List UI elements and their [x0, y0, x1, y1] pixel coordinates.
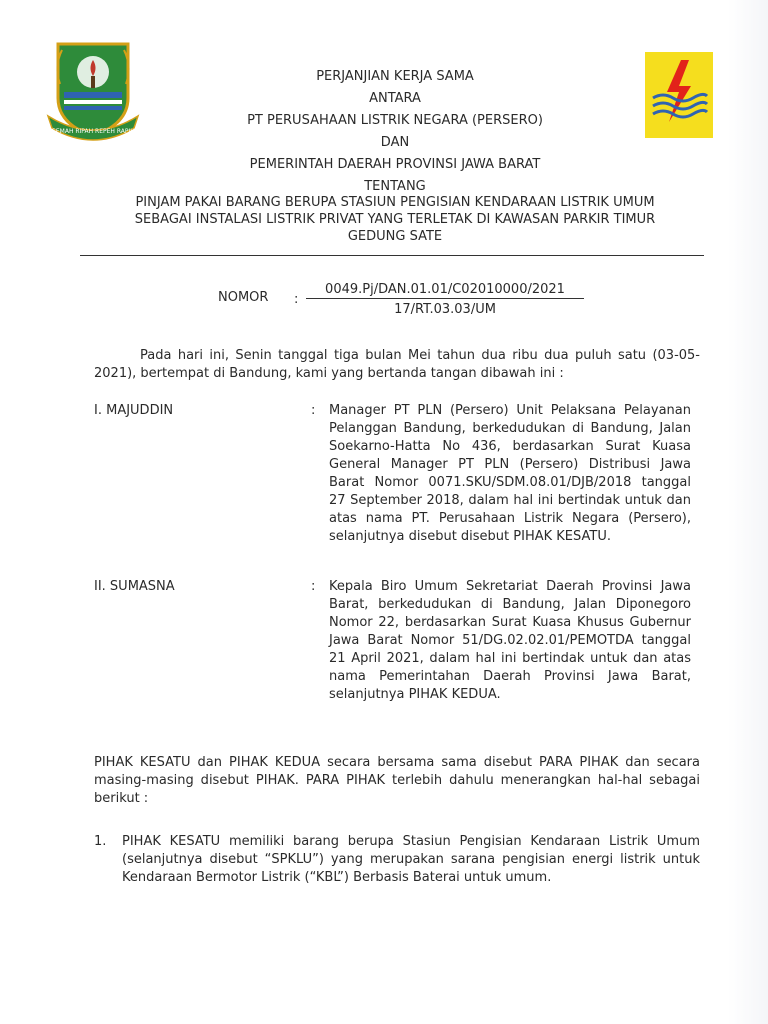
statement-paragraph: PIHAK KESATU dan PIHAK KEDUA secara bersama sama disebut PARA PIHAK dan secara masing-masing disebut PIHAK. PARA PIHAK terlebih dahulu menerangkan hal-hal sebagai berikut : [94, 755, 700, 806]
party-2-description: Kepala Biro Umum Sekretariat Daerah Provinsi Jawa Barat, berkedudukan di Bandung, Jalan Diponegoro Nomor 22, berdasarkan Surat Kuasa Khusus Gubernur Jawa Barat Nomor 51/DG.02.02.01/PEMOTDA tanggal 21 April 2021, dalam hal ini bertindak untuk dan atas nama Pemerintahan Daerah Provinsi Jawa Barat, selanjutnya PIHAK KEDUA. [329, 579, 691, 702]
header-line: ANTARA [369, 91, 421, 106]
subject-line: PINJAM PAKAI BARANG BERUPA STASIUN PENGISIAN KENDARAAN LISTRIK UMUM [135, 195, 655, 210]
header-line: PT PERUSAHAAN LISTRIK NEGARA (PERSERO) [247, 113, 543, 128]
nomor-label: NOMOR [218, 290, 269, 305]
header-line: PEMERINTAH DAERAH PROVINSI JAWA BARAT [249, 157, 541, 172]
document-header [100, 66, 690, 198]
nomor-pln-number: 0049.Pj/DAN.01.01/C02010000/2021 [306, 282, 584, 299]
nomor-pemda-number: 17/RT.03.03/UM [394, 302, 496, 317]
list-item-number: 1. [94, 834, 107, 849]
header-line: DAN [380, 135, 410, 150]
party-2-colon: : [311, 579, 316, 594]
page-edge-shadow [728, 0, 768, 1024]
opening-paragraph: Pada hari ini, Senin tanggal tiga bulan Mei tahun dua ribu dua puluh satu (03-05-2021), bertempat di Bandung, kami yang bertanda tangan dibawah ini : [94, 348, 700, 381]
header-line: TENTANG [364, 179, 426, 194]
subject-line: SEBAGAI INSTALASI LISTRIK PRIVAT YANG TERLETAK DI KAWASAN PARKIR TIMUR [134, 212, 656, 227]
list-item-text: PIHAK KESATU memiliki barang berupa Stasiun Pengisian Kendaraan Listrik Umum (selanjutnya disebut “SPKLU”) yang merupakan sarana pengisian energi listrik untuk Kendaraan Bermotor Listrik (“KBL”) Berbasis Baterai untuk umum. [122, 834, 700, 885]
party-2-label: II. SUMASNA [94, 579, 175, 594]
document-subject [90, 194, 700, 245]
header-line: PERJANJIAN KERJA SAMA [316, 69, 474, 84]
subject-line: GEDUNG SATE [347, 229, 443, 244]
party-1-label: I. MAJUDDIN [94, 403, 174, 418]
party-1-description: Manager PT PLN (Persero) Unit Pelaksana Pelayanan Pelanggan Bandung, berkedudukan di Bandung, Jalan Soekarno-Hatta No 436, berdasarkan Surat Kuasa General Manager PT PLN (Persero) Distribusi Jawa Barat Nomor 0071.SKU/SDM.08.01/DJB/2018 tanggal 27 September 2018, dalam hal ini bertindak untuk dan atas nama PT. Perusahaan Listrik Negara (Persero), selanjutnya disebut disebut PIHAK KESATU. [329, 403, 691, 544]
emblem-motto: GEMAH RIPAH REPEH RAPIH [51, 128, 135, 135]
party-1-colon: : [311, 403, 316, 418]
nomor-colon: : [294, 292, 299, 307]
header-divider [80, 255, 704, 256]
